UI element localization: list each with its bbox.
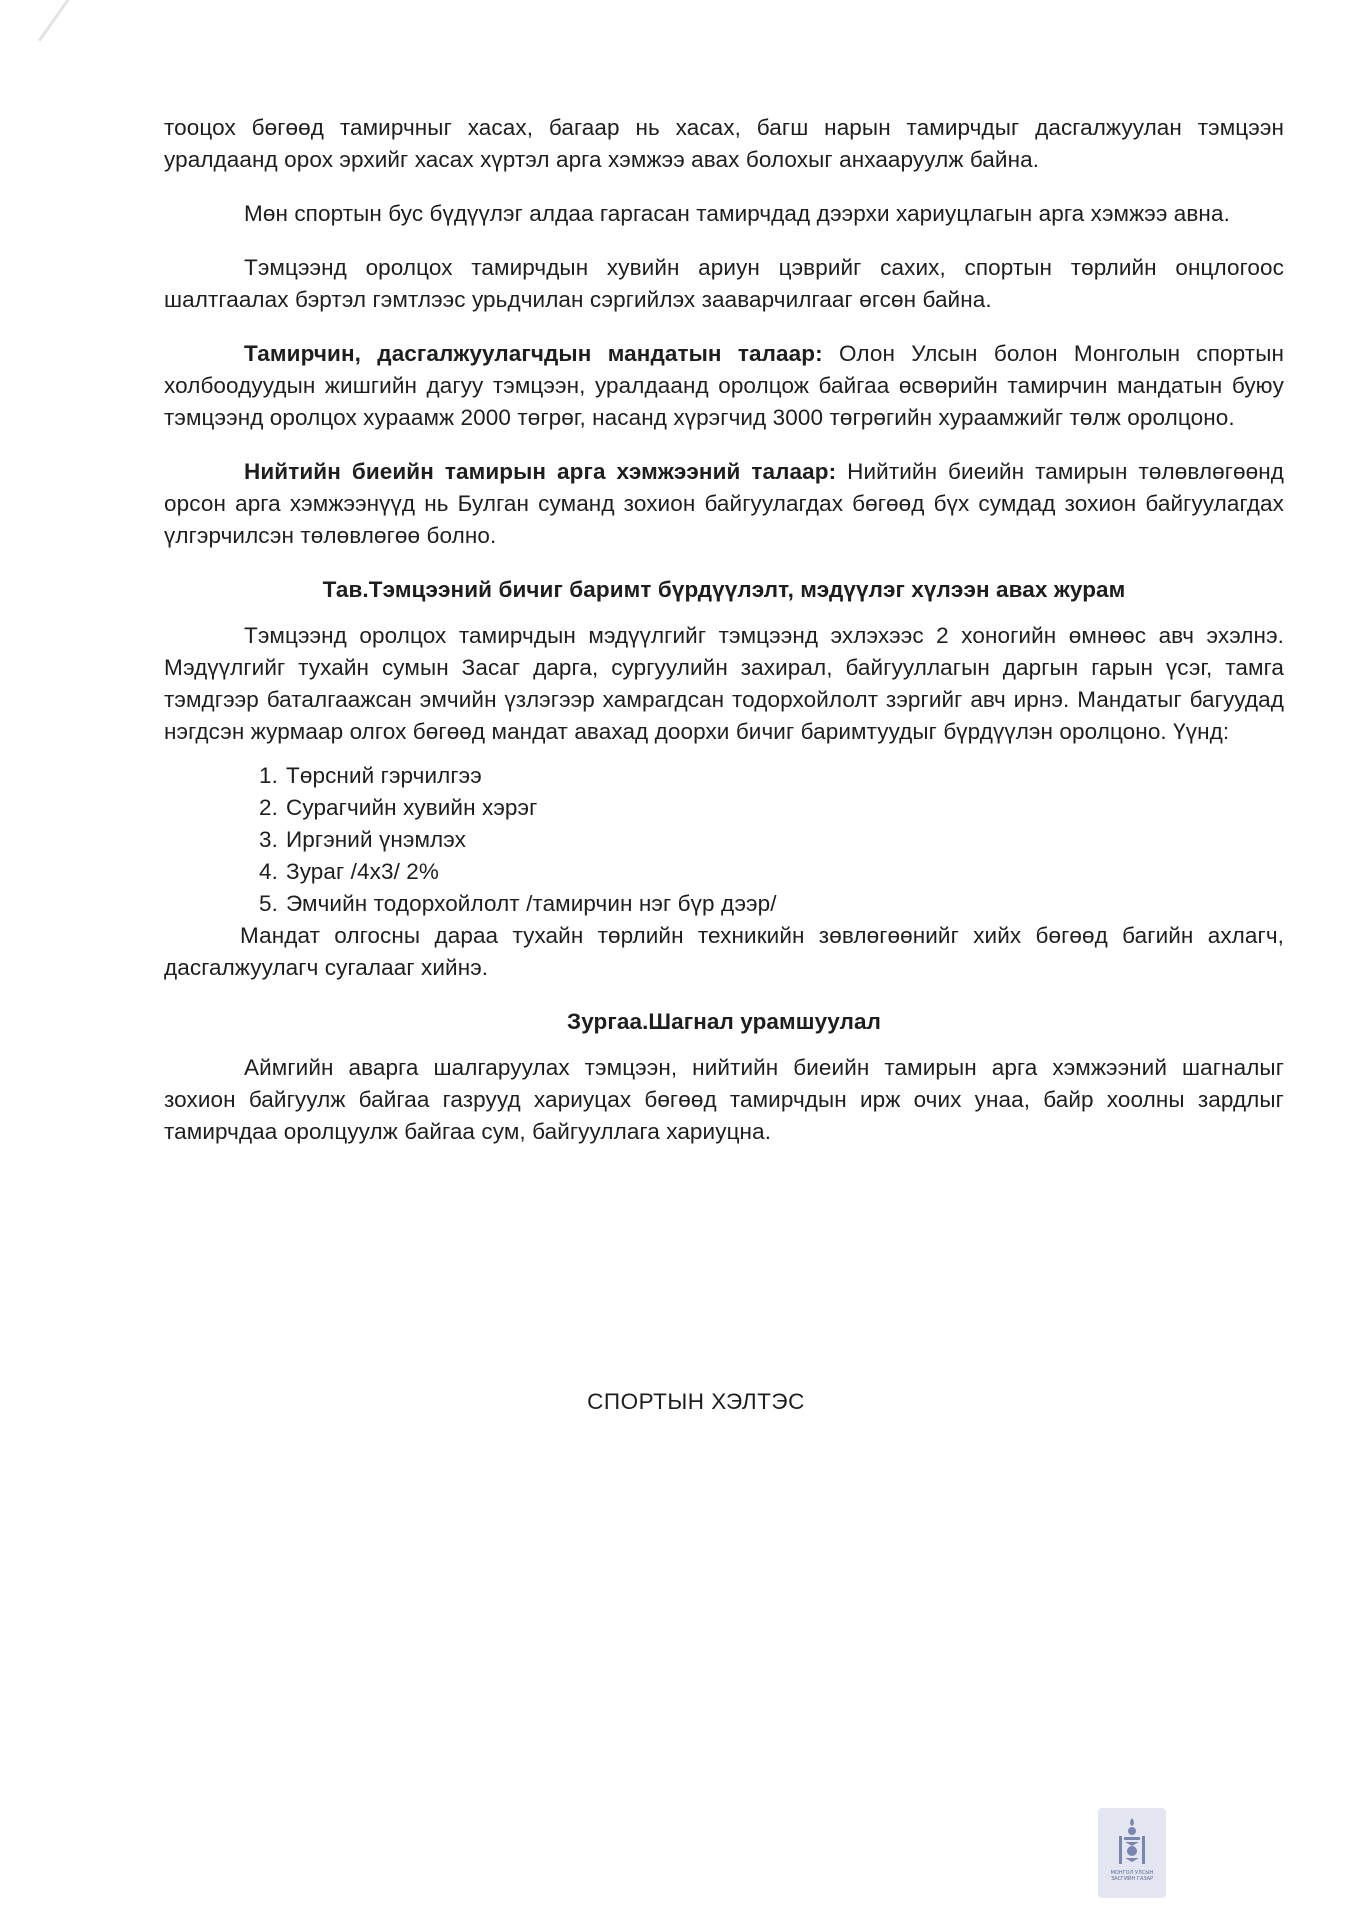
section-five-heading: Тав.Тэмцээний бичиг баримт бүрдүүлэлт, мэдүүлэг хүлээн авах журам — [322, 577, 1126, 602]
paragraph-public-sports — [164, 456, 1284, 552]
paragraph-continuation: тооцох бөгөөд тамирчныг хасах, багаар нь хасах, багш нарын тамирчдыг дасгалжуулан тэмцээн уралдаанд орох эрхийг хасах хүртэл арга хэмжээ авах болохыг анхааруулж байна. — [164, 115, 1284, 172]
list-item: 3. Иргэний үнэмлэх — [259, 827, 466, 852]
paragraph-registration: Тэмцээнд оролцох тамирчдын мэдүүлгийг тэмцээнд эхлэхээс 2 хоногийн өмнөөс авч эхэлнэ. Мэдүүлгийг тухайн сумын Засаг дарга, сургуулийн захирал, байгууллагын даргын гарын үсэг, тамга тэмдгээр баталгаажсан эмчийн үзлэгээр хамрагдсан тодорхойлолт зэргийг авч ирнэ. Мандатыг багуудад нэгдсэн журмаар олгох бөгөөд мандат авахад доорхи бичиг баримтуудыг бүрдүүлэн оролцоно. Үүнд: — [164, 623, 1284, 744]
signature-department: СПОРТЫН ХЭЛТЭС — [587, 1389, 805, 1414]
list-item: 2. Сурагчийн хувийн хэрэг — [259, 795, 538, 820]
section-six-heading: Зургаа.Шагнал урамшуулал — [567, 1009, 881, 1034]
paragraph-hygiene: Тэмцээнд оролцох тамирчдын хувийн ариун цэврийг сахих, спортын төрлийн онцлогоос шалтгаалах бэртэл гэмтлээс урьдчилан сэргийлэх зааварчилгааг өгсөн байна. — [164, 255, 1284, 312]
scan-edge-mark — [38, 0, 104, 42]
public-sports-body: Нийтийн биеийн тамирын төлөвлөгөөнд орсон арга хэмжээнүүд нь Булган суманд зохион байгуулагдах бөгөөд бүх сумдад зохион байгуулагдах үлгэрчилсэн төлөвлөгөө болно. — [164, 459, 1284, 548]
list-item: 5. Эмчийн тодорхойлолт /тамирчин нэг бүр дээр/ — [259, 891, 777, 916]
paragraph-awards: Аймгийн аварга шалгаруулах тэмцээн, нийтийн биеийн тамирын арга хэмжээний шагналыг зохион байгуулж байгаа газрууд хариуцах бөгөөд тамирчдын ирж очих унаа, байр хоолны зардлыг тамирчдаа оролцуулж байгаа сум, байгууллага хариуцна. — [164, 1055, 1284, 1144]
list-item: 1. Төрсний гэрчилгээ — [259, 763, 482, 788]
list-item: 4. Зураг /4x3/ 2% — [259, 859, 440, 884]
mandate-fees-lead: Тамирчин, дасгалжуулагчдын мандатын талаар: — [244, 341, 823, 366]
paragraph-penalty: Мөн спортын бус бүдүүлэг алдаа гаргасан тамирчдад дээрхи хариуцлагын арга хэмжээ авна. — [244, 201, 1230, 226]
mandate-fees-body: Олон Улсын болон Монголын спортын холбоодуудын жишгийн дагуу тэмцээн, уралдаанд оролцож байгаа өсвөрийн тамирчин мандатын буюу тэмцээнд оролцох хураамж 2000 төгрөг, насанд хүрэгчид 3000 төгрөгийн хураамжийг төлж оролцоно. — [164, 341, 1284, 430]
paragraph-mandate-fees — [164, 338, 1284, 434]
required-documents-list — [164, 760, 1284, 920]
document-body — [164, 112, 1284, 1170]
soyombo-emblem-icon — [1115, 1816, 1149, 1866]
paragraph-technical-meeting: Мандат олгосны дараа тухайн төрлийн техникийн зөвлөгөөнийг хийх бөгөөд багийн ахлагч, дасгалжуулагч сугалааг хийнэ. — [164, 923, 1284, 980]
government-seal — [1098, 1808, 1166, 1898]
seal-caption: МОНГОЛ УЛСЫН ЗАСГИЙН ГАЗАР — [1110, 1870, 1154, 1882]
public-sports-lead: Нийтийн биеийн тамирын арга хэмжээний талаар: — [244, 459, 837, 484]
